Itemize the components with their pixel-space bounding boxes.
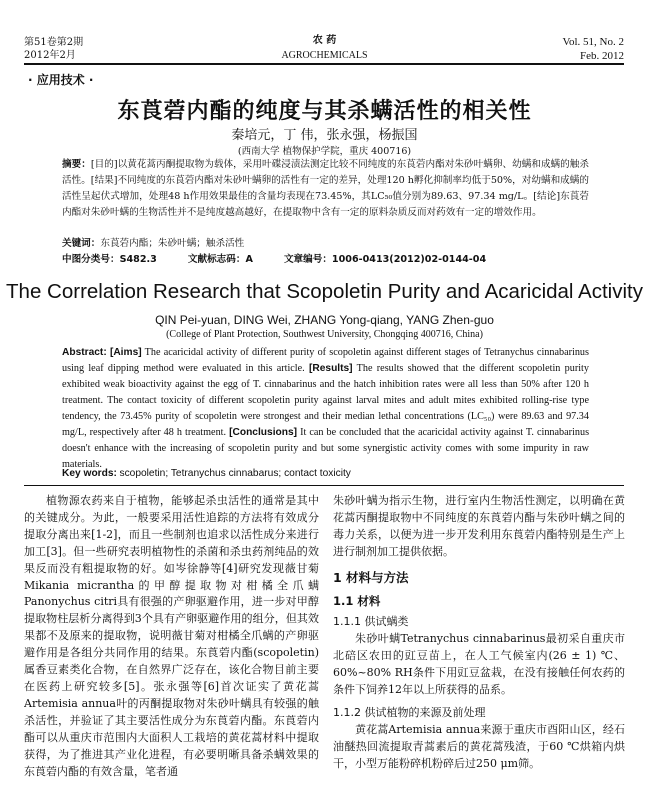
article-number-value: 1006-0413(2012)02-0144-04 — [331, 254, 487, 265]
volume-cn: 第51卷第2期 — [24, 37, 84, 48]
journal-name-cn: 农 药 — [312, 35, 337, 46]
keywords-cn — [62, 236, 589, 252]
keywords-en-label: Key words: — [62, 468, 117, 479]
date-cn: 2012年2月 — [24, 50, 76, 61]
paragraph: 植物源农药来自于植物，能够起杀虫活性的通常是其中的关键成分。为此，一般要采用活性追踪的方法将有效成分提取分离出来[1-2]，而且一些制剂也追求以活性成分来进行加工[3]。但一些研究表明植物性的杀菌和杀虫药剂纯品的效果反而没有粗提取物的好。如岑徐静等[4]研究发现薇甘菊Mikania micrantha的甲醇提取物对柑橘全爪螨Panonychus citri具有很强的产卵驱避作用，进一步对甲醇提取物柱层析分离得到3个具有产卵驱避作用的组分，但其效果都不及原来的提取物，说明薇甘菊对柑橘全爪螨的产卵驱避作用是各组分共同作用的结果。东莨菪内酯(scopoletin)属香豆素类化合物，在自然界广泛存在，该化合物目前主要在医药上研究较多[5]。张永强等[6]首次证实了黄花蒿Artemisia annua叶的丙酮提取物对朱砂叶螨具有较强的触杀活性，并验证了其主要活性成分为东莨菪内酯。东莨菪内酯可以从重庆市范围内大面积人工栽培的黄花蒿材料中提取获得，为了推进其产业化进程，有必要明晰具备杀螨效果的东莨菪内酯的有效含量，笔者通 — [24, 494, 319, 778]
abstract-rule — [24, 485, 624, 486]
article-title-en: The Correlation Research that Scopoletin Purity and Acaricidal Activity — [6, 280, 643, 303]
results-text: The results showed that the different scopoletin purity exhibited weak bioactivity against the egg of T. cinnabarinus and the hatch inhibition rates were all less than 50% after 120 h treatment. The contact toxicity of different scopoletin purity against larval mites and adult mites exhibited rolling-rise type tendency, the 73.45% purity of scopoletin were strongest and their median lethal concentrations (LC₅₀) were 89.63 and 97.34 mg/L, respectively after 48 h treatment. — [62, 363, 589, 438]
abstract-en-label: Abstract: — [62, 347, 107, 358]
section-heading-1-1-2: 1.1.2 供试植物的来源及前处理 — [333, 705, 486, 719]
results-label: [Results] — [308, 363, 353, 374]
keywords-cn-text: 东莨菪内酯；朱砂叶螨；触杀活性 — [100, 238, 245, 249]
clc-label: 中图分类号： — [62, 254, 120, 265]
authors-cn: 秦培元，丁 伟，张永强，杨振国 — [231, 128, 418, 143]
body-right-column — [333, 493, 625, 791]
keywords-cn-label: 关键词： — [62, 238, 101, 249]
volume-en: Vol. 51, No. 2 — [562, 36, 624, 48]
aims-text: The acaricidal activity of different purity of scopoletin against different stages of Tetranychus cinnabarinus using leaf dipping method were evaluated in this article. — [62, 347, 589, 374]
clc-value: S482.3 — [119, 254, 157, 265]
abstract-cn-label: 摘要： — [62, 159, 91, 170]
abstract-cn — [62, 157, 589, 221]
paragraph: 朱砂叶螨Tetranychus cinnabarinus最初采自重庆市北碚区农田的豇豆苗上，在人工气候室内(26 ± 1) ℃、60%~80% RH条件下用豇豆盆栽，在没有接触任何农药的条件下饲养12年以上所获得的品系。 — [333, 632, 625, 697]
header-rule — [24, 63, 624, 65]
keywords-en-text: scopoletin; Tetranychus cinnabarus; contact toxicity — [119, 468, 351, 479]
paragraph: 黄花蒿Artemisia annua来源于重庆市酉阳山区，经石油醚热回流提取青蒿素后的黄花蒿残渣，于60 ℃烘箱内烘干，小型万能粉碎机粉碎后过250 μm筛。 — [333, 722, 625, 770]
affiliation-en: (College of Plant Protection, Southwest University, Chongqing 400716, China) — [166, 329, 483, 340]
classification-cn — [62, 252, 589, 268]
section-tag: · 应用技术 · — [28, 73, 94, 87]
affiliation-cn: (西南大学 植物保护学院，重庆 400716) — [237, 146, 412, 157]
paragraph: 朱砂叶螨为指示生物，进行室内生物活性测定，以明确在黄花蒿丙酮提取物中不同纯度的东莨菪内酯与朱砂叶螨之间的毒力关系，以便为进一步开发利用东莨菪内酯特别是生产上进行制剂加工提供依据。 — [333, 494, 625, 558]
section-heading-1: 1 材料与方法 — [333, 569, 409, 585]
date-en: Feb. 2012 — [580, 50, 624, 62]
journal-name-en: AGROCHEMICALS — [281, 50, 368, 61]
section-heading-1-1-1: 1.1.1 供试螨类 — [333, 615, 409, 629]
article-title-cn: 东莨菪内酯的纯度与其杀螨活性的相关性 — [117, 99, 532, 124]
body-left-column — [24, 493, 319, 791]
conclusions-text: It can be concluded that the acaricidal activity against T. cinnabarinus doesn't enhance with the increasing of scopoletin purity and but some synergistic activity comes with some impurity in raw materials. — [62, 427, 590, 470]
abstract-cn-text: [目的]以黄花蒿丙酮提取物为载体，采用叶碟浸渍法测定比较不同纯度的东莨菪内酯对朱砂叶螨卵、幼螨和成螨的触杀活性。[结果]不同纯度的东莨菪内酯对朱砂叶螨卵的活性有一定的差异，处理120 h孵化抑制率均低于50%，对幼螨和成螨的活性呈起伏式增加，处理48 h作用效果最佳的含量均表现在73.45%，其LC₅₀值分别为89.63、97.34 mg/L。[结论]东莨菪内酯对朱砂叶螨的生物活性并不是纯度越高越好，在提取物中含有一定的原料杂质反而对药效有一定的增效作用。 — [62, 159, 590, 218]
doc-code-label: 文献标志码： — [187, 254, 246, 265]
conclusions-label: [Conclusions] — [229, 427, 298, 438]
section-heading-1-1: 1.1 材料 — [333, 593, 381, 608]
authors-en: QIN Pei-yuan, DING Wei, ZHANG Yong-qiang, YANG Zhen-guo — [155, 313, 494, 327]
doc-code-value: A — [245, 254, 253, 265]
article-number-label: 文章编号： — [283, 254, 332, 265]
abstract-en — [62, 345, 589, 473]
keywords-en — [62, 466, 589, 482]
aims-label: [Aims] — [109, 347, 142, 358]
